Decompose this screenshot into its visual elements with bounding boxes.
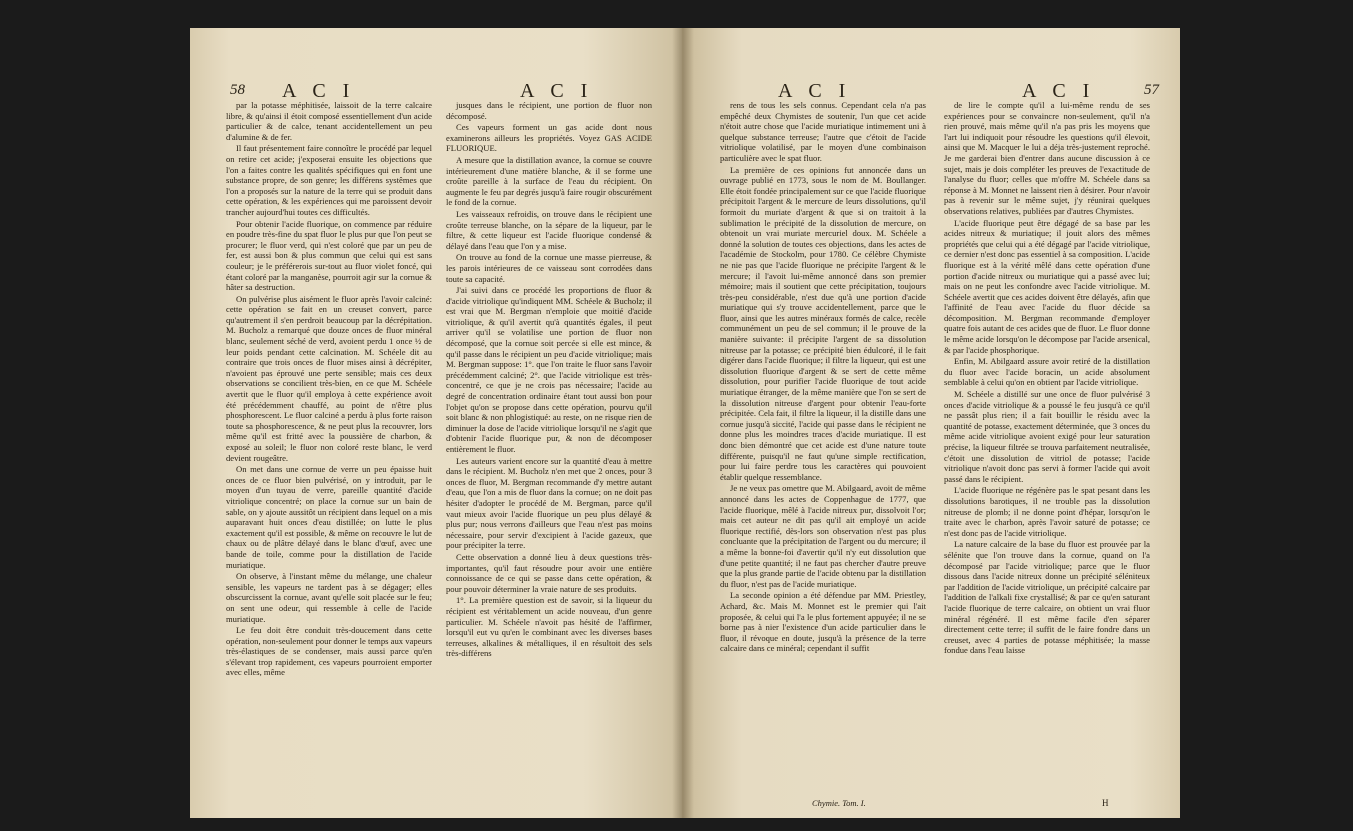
paragraph: L'acide fluorique ne régénère pas le spat pesant dans les dissolutions barotiques, il ne trouble pas la dissolution nitreuse de plomb; il ne donne point d'hépar, lorsqu'on le traite avec le charbon, après l'avoir saturé de potasse; ce n'est donc pas de l'acide vitriolique. xyxy=(944,485,1150,538)
paragraph: Cette observation a donné lieu à deux questions très-importantes, qu'il faut résoudre pour avoir une entière connoissance de ce qui se passe dans cette opération, & pour pouvoir déterminer la vraie nature de ses produits. xyxy=(446,551,652,594)
paragraph: Enfin, M. Abilgaard assure avoir retiré de la distillation du fluor avec l'acide boracin, un acide absolument semblable à celui qu'on en obtient par l'acide vitriolique. xyxy=(944,356,1150,388)
running-head: A C I xyxy=(1022,80,1096,102)
page-number: 57 xyxy=(1144,82,1159,98)
paragraph: Les auteurs varient encore sur la quantité d'eau à mettre dans le récipient. M. Bucholz n'en met que 2 onces, pour 3 onces de fluor, M. Bergman recommande d'y mettre autant d'eau, que l'on a mis de fluor dans la cornue; on ne doit pas hésiter d'adopter le procédé de M. Bergman, parce qu'il vaut mieux avoir l'acide fluorique un peu plus délayé & plus pur; nous verrons d'ailleurs que l'eau n'est pas moins nécessaire, pour servir d'excipient à l'acide gazeux, que pour précipiter la terre. xyxy=(446,455,652,551)
paragraph: Les vaisseaux refroidis, on trouve dans le récipient une croûte terreuse blanche, on la sépare de la liqueur, par le filtre, & cette liqueur est l'acide fluorique condensé & délayé dans l'eau que l'on y a mise. xyxy=(446,208,652,251)
right-column-2 xyxy=(944,100,1150,657)
right-column-1 xyxy=(720,100,926,655)
paragraph: M. Schéele a distillé sur une once de fluor pulvérisé 3 onces d'acide vitriolique & a poussé le feu jusqu'à ce qu'il ne passât plus rien; il a fait bouillir le résidu avec la quantité de potasse, exactement déterminée, que 3 onces du même acide vitriolique avoient exigé pour leur saturation précise, la liqueur filtrée se trouva parfaitement neutralisée, c'étoit une dissolution de vitriol de potasse; l'acide vitriolique n'avoit donc pas servi à former l'acide qui avoit passé dans le récipient. xyxy=(944,389,1150,484)
left-page xyxy=(190,28,682,818)
paragraph: par la potasse méphitisée, laissoit de la terre calcaire libre, & qu'ainsi il étoit composé essentiellement d'un acide particulier & de calce, tenant accidentellement un peu d'alumine & de fer. xyxy=(226,100,432,142)
paragraph: J'ai suivi dans ce procédé les proportions de fluor & d'acide vitriolique qu'indiquent MM. Schéele & Bucholz; il est vrai que M. Bergman n'emploie que moitié d'acide vitriolique, & qu'il avertit qu'à quantités égales, il peut arriver qu'il se volatilise une portion de fluor non décomposé, que la cornue soit percée si elle est mince, & qu'il passe dans le récipient un peu d'acide vitriolique; mais M. Bergman suppose: 1°. que l'on traite le fluor sans l'avoir précédemment calciné; 2°. que l'acide vitriolique est très-concentré, ce que je ne crois pas nécessaire; l'acide au degré de concentration ordinaire étant tout aussi bon pour l'objet qu'on se propose dans cette opération, pourvu qu'il soit blanc & non phlogistiqué: au reste, on ne risque rien de diminuer la dose de l'acide vitriolique lorsqu'il ne s'agit que d'obtenir l'acide fluorique pur, & non de décomposer entièrement le fluor. xyxy=(446,285,652,454)
paragraph: rens de tous les sels connus. Cependant cela n'a pas empêché deux Chymistes de soutenir, l'un que cet acide n'étoit autre chose que l'acide muriatique intimement uni à quelque substance terreuse; l'autre que c'étoit de l'acide vitriolique volatilisé, par le moyen d'une combinaison particulière avec le spat fluor. xyxy=(720,100,926,163)
left-column-2 xyxy=(446,100,652,660)
right-page xyxy=(682,28,1180,818)
signature-mark: H xyxy=(1102,798,1109,808)
paragraph: jusques dans le récipient, une portion de fluor non décomposé. xyxy=(446,100,652,121)
running-head: A C I xyxy=(282,80,356,102)
paragraph: On met dans une cornue de verre un peu épaisse huit onces de ce fluor bien pulvérisé, on y introduit, par le moyen d'un tuyau de verre, pareille quantité d'acide vitriolique concentré; on place la cornue sur un bain de sable, on y ajoute aussitôt un récipient dans lequel on a mis auparavant huit onces d'eau distillée; on lutte le plus exactement qu'il est possible, & même on recouvre le lut de chaux ou de plâtre délayé dans le blanc d'œuf, avec une bande de toile, comme pour la distillation de l'acide muriatique. xyxy=(226,464,432,570)
paragraph: La première de ces opinions fut annoncée dans un ouvrage publié en 1773, sous le nom de M. Boullanger. Elle étoit fondée principalement sur ce que l'acide fluorique précipitoit l'argent & le mercure de leurs dissolutions, qu'il formoit du muriate d'argent & que si on traitoit à la sublimation le précipité de la dissolution de mercure, on obtenoit un vrai muriate mercuriel doux. M. Schéele a donné la solution de toutes ces objections, dans les actes de l'académie de Stockolm, pour 1780. Ce célèbre Chymiste ne nie pas que l'acide fluorique ne précipite l'argent & le mercure; il l'avoit lui-même annoncé dans son premier mémoire; mais il soutient que cette précipitation, toujours très-peu considérable, n'est due qu'à une portion d'acide muriatique qui s'y trouve accidentellement, parce que le fluor, ainsi que les autres minéraux formés de calce, recèle communément un peu de sel commun; il le prouve de la manière suivante: il précipite l'argent de sa dissolution nitreuse par la potasse; ce précipité bien édulcoré, il le fait digérer dans l'acide fluorique; il filtre la liqueur, qui est une dissolution fluorique d'argent & se sert de cette même dissolution, pour purifier l'acide fluorique de tout acide muriatique étranger, de la même manière que l'on se sert de la dissolution nitreuse d'argent pour obtenir l'eau-forte précipitée. Cela fait, il filtre la liqueur, il la distille dans une cornue jusqu'à siccité, l'acide qui passe dans le récipient ne donne plus les moindres traces d'acide muriatique. Il est donc bien démontré que cet acide est d'une nature toute différente, puisqu'il ne faut qu'une simple rectification, pour lui faire perdre tous les caractères qui pouvoient établir quelque ressemblance. xyxy=(720,164,926,482)
footer-volume: Chymie. Tom. I. xyxy=(812,798,866,808)
paragraph: Ces vapeurs forment un gas acide dont nous examinerons ailleurs les propriétés. Voyez GAS ACIDE FLUORIQUE. xyxy=(446,122,652,154)
running-head: A C I xyxy=(520,80,594,102)
running-head: A C I xyxy=(778,80,852,102)
paragraph: La nature calcaire de la base du fluor est prouvée par la sélénite que l'on trouve dans la cornue, quand on l'a décomposé par l'acide vitriolique; parce que le fluor dissous dans l'acide nitreux donne un précipité séléniteux par l'addition de l'acide vitriolique, un précipité calcaire par l'addition de l'alkali fixe crystallisé; & par ce qu'en saturant l'acide fluorique de terre calcaire, on obtient un vrai fluor minéral régénéré. Il est même facile d'en séparer directement cette terre; il suffit de le faire fondre dans un creuset, avec 4 parties de potasse méphitisée; la masse fondue dans l'eau laisse xyxy=(944,539,1150,656)
book-gutter xyxy=(672,28,694,818)
paragraph: Je ne veux pas omettre que M. Abilgaard, avoit de même annoncé dans les actes de Coppenhague de 1777, que l'acide fluorique, mêlé à l'acide nitreux pur, dissolvoit l'or; mais cet auteur ne dit pas qu'il ait employé un acide fluorique rectifié, dès-lors son observation n'est pas plus concluante que la précipitation de l'argent ou du mercure; il a même la bonne-foi d'avertir qu'il n'y eut dissolution que d'une petite quantité; il ne faut pas chercher d'autre preuve que la plus grande partie de l'acide obtenu par la distillation du fluor, n'est pas de l'acide muriatique. xyxy=(720,483,926,589)
paragraph: Il faut présentement faire connoître le procédé par lequel on retire cet acide; j'exposerai ensuite les objections que l'on a faites contre les qualités spécifiques qui en font une substance propre, de son genre; les différens systêmes que l'on a proposés sur la nature de la terre qui se produit dans cette opération, & les expériences qui me paroissent devoir trancher aujourd'hui toutes ces difficultés. xyxy=(226,143,432,217)
paragraph: On trouve au fond de la cornue une masse pierreuse, & les parois intérieures de ce vaisseau sont corrodées dans toute sa capacité. xyxy=(446,252,652,284)
paragraph: Pour obtenir l'acide fluorique, on commence par réduire en poudre très-fine du spat fluor le plus pur que l'on peut se procurer; le fluor verd, qui n'est coloré que par un peu de fer, est aussi bon & plus commun que celui qui est sans couleur; je le préférerois sur-tout au fluor violet foncé, qui étant coloré par la manganèse, pourroit agir sur la cornue & hâter sa destruction. xyxy=(226,218,432,293)
paragraph: Le feu doit être conduit très-doucement dans cette opération, non-seulement pour donner le temps aux vapeurs très-élastiques de se condenser, mais aussi parce qu'en s'élevant trop rapidement, ces vapeurs pourroient emporter avec elles, même xyxy=(226,625,432,678)
paragraph: 1°. La première question est de savoir, si la liqueur du récipient est véritablement un acide nouveau, d'un genre particulier. M. Schéele n'avoit pas hésité de l'affirmer, lorsqu'il eut vu qu'en le combinant avec les diverses bases terreuses, alkalines & métalliques, il en résultoit des sels très-différens xyxy=(446,595,652,659)
paragraph: L'acide fluorique peut être dégagé de sa base par les acides nitreux & muriatique; il jouit alors des mêmes propriétés que celui qui a été dégagé par l'acide vitriolique, ce dernier n'est donc pas essentiel à sa composition. L'acide fluorique est à la vérité mêlé dans cette opération d'une portion d'acide nitreux ou muriatique qui a passé avec lui; mais on ne peut les confondre avec l'acide vitriolique. M. Schéele avertit que ces acides doivent être délayés, afin que l'affinité de l'eau avec l'acide du fluor décide sa décomposition. M. Bergman recommande d'employer quatre fois autant de ces acides que de fluor. Le fluor donne le même acide lorsqu'on le décompose par l'acide arsenical, & par l'acide phosphorique. xyxy=(944,217,1150,355)
paragraph: A mesure que la distillation avance, la cornue se couvre intérieurement d'une matière blanche, & il se forme une croûte pareille à la surface de l'eau du récipient. On augmente le feu par degrés jusqu'à faire rougir obscurément le fond de la cornue. xyxy=(446,154,652,208)
left-column-1 xyxy=(226,100,432,679)
paragraph: On pulvérise plus aisément le fluor après l'avoir calciné: cette opération se fait en un creuset convert, parce qu'autrement il s'en perdroit beaucoup par la décrépitation. M. Bucholz a remarqué que douze onces de fluor minéral blanc, seulement séché de verd, avoient perdu 1 once ½ de leur poids pendant cette calcination. M. Schéele dit au contraire que trois onces de fluor mises ainsi à décrépiter, n'avoient pas éprouvé une perte sensible; mais ces deux observations se concilient très-bien, en ce que M. Schéele avertit que le fluor qu'il employa à cette expérience avoit été précédemment chauffé, au point de n'être plus phosphorescent. Le fluor calciné a perdu à plus forte raison toute sa phosphorescence, & ne peut plus la recouvrer, lors même qu'il est fritté avec la poussière de charbon, & exposé au soleil; le fluor non coloré reste blanc, le verd devient rougeâtre. xyxy=(226,293,432,463)
paragraph: de lire le compte qu'il a lui-même rendu de ses expériences pour se convaincre non-seulement, qu'il n'a rien prouvé, mais même qu'il n'a pas pris les moyens que l'art lui indiquoit pour résoudre les questions qu'il élevoit, ainsi que M. Macquer le lui a déja très-justement reproché. Je me garderai bien d'entrer dans aucune discussion à ce sujet, mais je dois compléter les preuves de l'exactitude de l'analyse du fluor; celles que m'offre M. Schéele dans sa réponse à M. Monnet ne laissent rien à désirer. Pour n'avoir pas à revenir sur le même sujet, j'y réunirai quelques observations relatives, publiées par d'autres Chymistes. xyxy=(944,100,1150,216)
paragraph: La seconde opinion a été défendue par MM. Priestley, Achard, &c. Mais M. Monnet est le premier qui l'ait proposée, & celui qui l'a le plus fortement appuyée; il ne se borne pas à nier l'existence d'un acide particulier dans le fluor, il révoque en doute, jusqu'à la présence de la terre calcaire dans ce minéral; cependant il suffit xyxy=(720,590,926,654)
paragraph: On observe, à l'instant même du mélange, une chaleur sensible, les vapeurs ne tardent pas à se dégager; elles obscurcissent la cornue, avant qu'elle soit placée sur le feu; on sent une odeur, qui ressemble à celle de l'acide muriatique. xyxy=(226,571,432,624)
open-book xyxy=(190,28,1180,818)
page-number: 58 xyxy=(230,82,245,98)
